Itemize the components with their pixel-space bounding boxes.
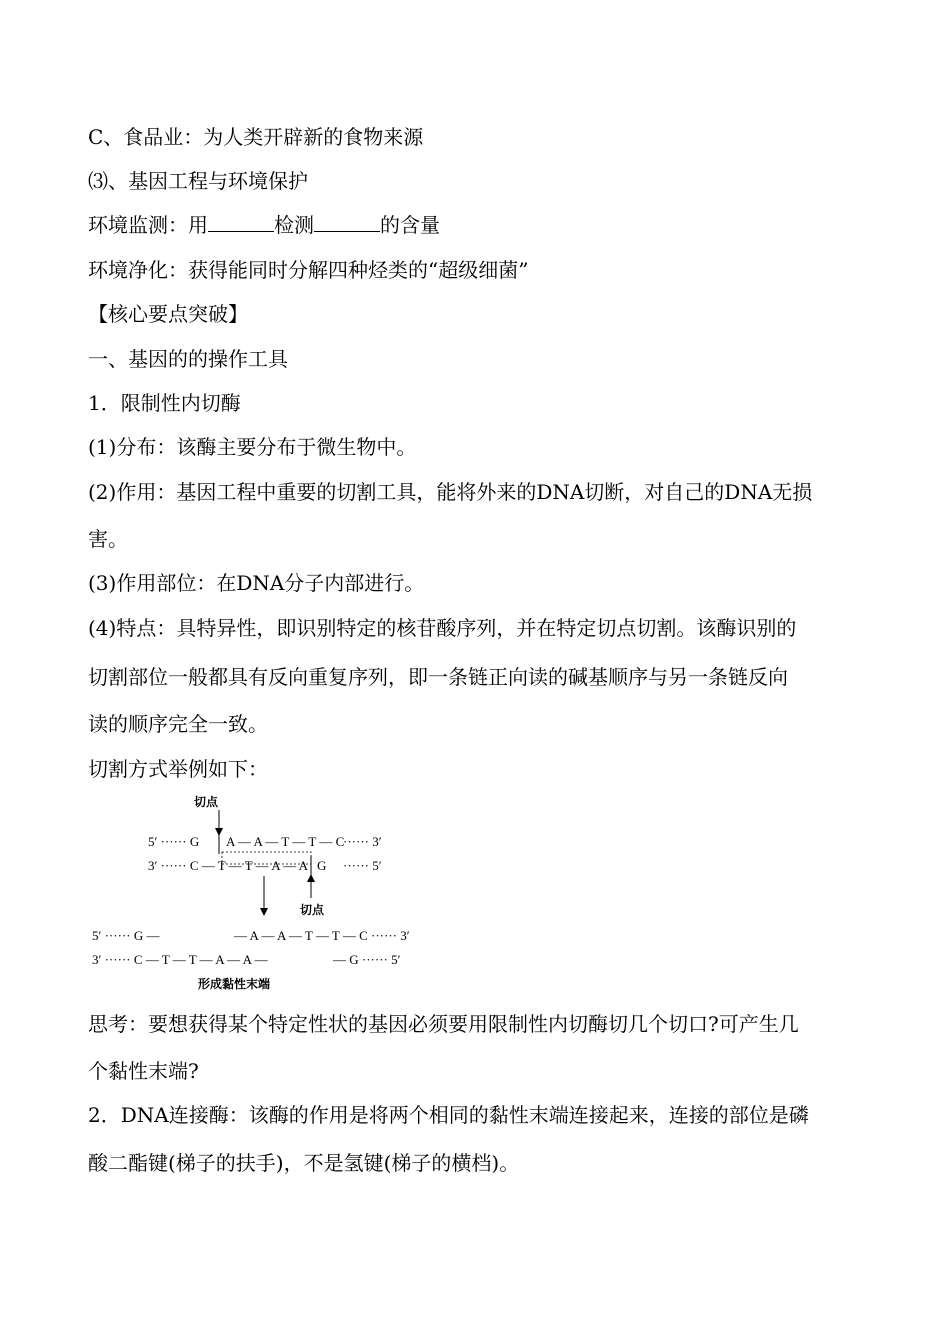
text-line-env-purification: 环境净化：获得能同时分解四种烃类的“超级细菌” — [88, 258, 529, 282]
text-line-distribution: (1)分布：该酶主要分布于微生物中。 — [88, 435, 417, 459]
text-line-feature: (4)特点：具特异性，即识别特定的核苷酸序列，并在特定切点切割。该酶识别的 — [88, 616, 797, 640]
bottom-strand-3-end: 3′ ······ C — T — T — A — A — [148, 858, 309, 873]
text-fragment: 检测 — [274, 213, 314, 237]
result-bottom-right-fragment: — G ······ 5′ — [333, 952, 401, 967]
text-line-env-monitoring — [88, 212, 440, 238]
result-top-right-fragment: — A — A — T — T — C ······ 3′ — [234, 928, 410, 943]
fill-blank-2 — [314, 213, 380, 232]
bottom-strand-sequence: G — [317, 858, 327, 873]
text-line-function-cont: 害。 — [88, 527, 128, 551]
diagram-caption: 形成黏性末端 — [198, 977, 271, 991]
text-line-site: (3)作用部位：在DNA分子内部进行。 — [88, 571, 425, 595]
text-fragment: 环境监测：用 — [88, 213, 208, 237]
top-strand-3-end: ······ 3′ — [343, 834, 382, 849]
cut-point-label-top: 切点 — [194, 795, 219, 809]
split-arrowhead-left — [260, 908, 268, 916]
text-line-feature-cont1: 切割部位一般都具有反向重复序列，即一条链正向读的碱基顺序与另一条链反向 — [88, 665, 788, 689]
cut-arrowhead-bottom — [307, 874, 315, 882]
text-line-function: (2)作用：基因工程中重要的切割工具，能将外来的DNA切断，对自己的DNA无损 — [88, 480, 813, 504]
top-strand-5-end: 5′ ······ G — [148, 834, 200, 849]
text-line-example-intro: 切割方式举例如下： — [88, 757, 268, 781]
text-line-question: 思考：要想获得某个特定性状的基因必须要用限制性内切酶切几个切口?可产生几 — [88, 1012, 799, 1036]
restriction-cut-diagram — [88, 790, 428, 1000]
cut-point-label-bottom: 切点 — [300, 903, 325, 917]
section-heading-core-points: 【核心要点突破】 — [88, 302, 248, 326]
text-line-env-protection: ⑶、基因工程与环境保护 — [88, 169, 308, 193]
text-fragment: 的含量 — [380, 213, 440, 237]
fill-blank-1 — [208, 213, 274, 232]
text-line-feature-cont2: 读的顺序完全一致。 — [88, 712, 268, 736]
text-line-question-cont: 个黏性末端? — [88, 1059, 199, 1083]
result-bottom-left-fragment: 3′ ······ C — T — T — A — A — — [92, 952, 268, 967]
result-top-left-fragment: 5′ ······ G — — [92, 928, 160, 943]
section-heading-tools: 一、基因的的操作工具 — [88, 347, 288, 371]
bottom-strand-5-end: ······ 5′ — [343, 858, 382, 873]
subheading-dna-ligase: 2．DNA连接酶：该酶的作用是将两个相同的黏性末端连接起来，连接的部位是磷 — [88, 1103, 809, 1127]
subheading-restriction-enzyme: 1．限制性内切酶 — [88, 391, 241, 415]
text-line-ligase-cont: 酸二酯键(梯子的扶手)，不是氢键(梯子的横档)。 — [88, 1151, 520, 1175]
top-strand-sequence: A — A — T — T — C — [226, 834, 345, 849]
text-line-food-industry: C、食品业：为人类开辟新的食物来源 — [88, 125, 424, 149]
